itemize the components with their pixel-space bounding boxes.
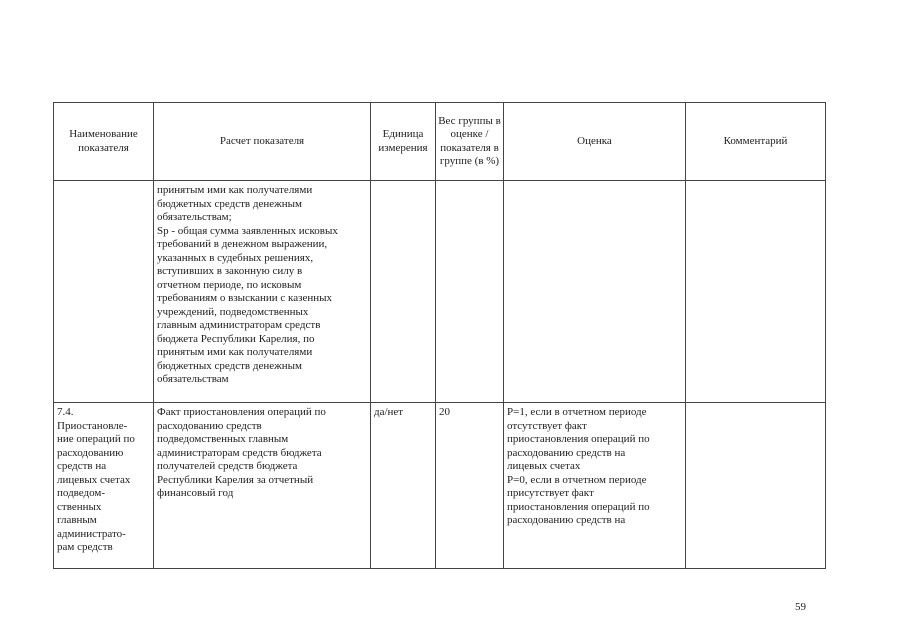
comment-cell [686,181,826,403]
indicator-name-cell: 7.4. Приостановле- ние операций по расходованию средств на лицевых счетах подведом- ственных главным администрато- рам средств [54,403,154,569]
weight-cell: 20 [436,403,504,569]
unit-cell [371,181,436,403]
header-name: Наименование показателя [54,103,154,181]
rating-cell: P=1, если в отчетном периоде отсутствует факт приостановления операций по расходованию средств на лицевых счетах P=0, если в отчетном периоде присутствует факт приостановления операций по расходованию средств на [504,403,686,569]
table-row [54,403,826,569]
table-row [54,181,826,403]
header-unit: Единица измерения [371,103,436,181]
header-calculation: Расчет показателя [154,103,371,181]
unit-cell: да/нет [371,403,436,569]
header-weight: Вес группы в оценке / показателя в группе (в %) [436,103,504,181]
page-number: 59 [795,601,806,613]
indicator-table [53,102,826,569]
calculation-cell: принятым ими как получателями бюджетных средств денежным обязательствам; Sp - общая сумма заявленных исковых требований в денежном выражении, указанных в судебных решениях, вступивших в законную силу в отчетном периоде, по исковым требованиям о взыскании с казенных учреждений, подведомственных главным администраторам средств бюджета Республики Карелия, по принятым ими как получателями бюджетных средств денежным обязательствам [154,181,371,403]
comment-cell [686,403,826,569]
weight-cell [436,181,504,403]
rating-cell [504,181,686,403]
indicator-name-cell [54,181,154,403]
header-comment: Комментарий [686,103,826,181]
header-rating: Оценка [504,103,686,181]
calculation-cell: Факт приостановления операций по расходованию средств подведомственных главным администраторам средств бюджета получателей средств бюджета Республики Карелия за отчетный финансовый год [154,403,371,569]
table-header-row [54,103,826,181]
